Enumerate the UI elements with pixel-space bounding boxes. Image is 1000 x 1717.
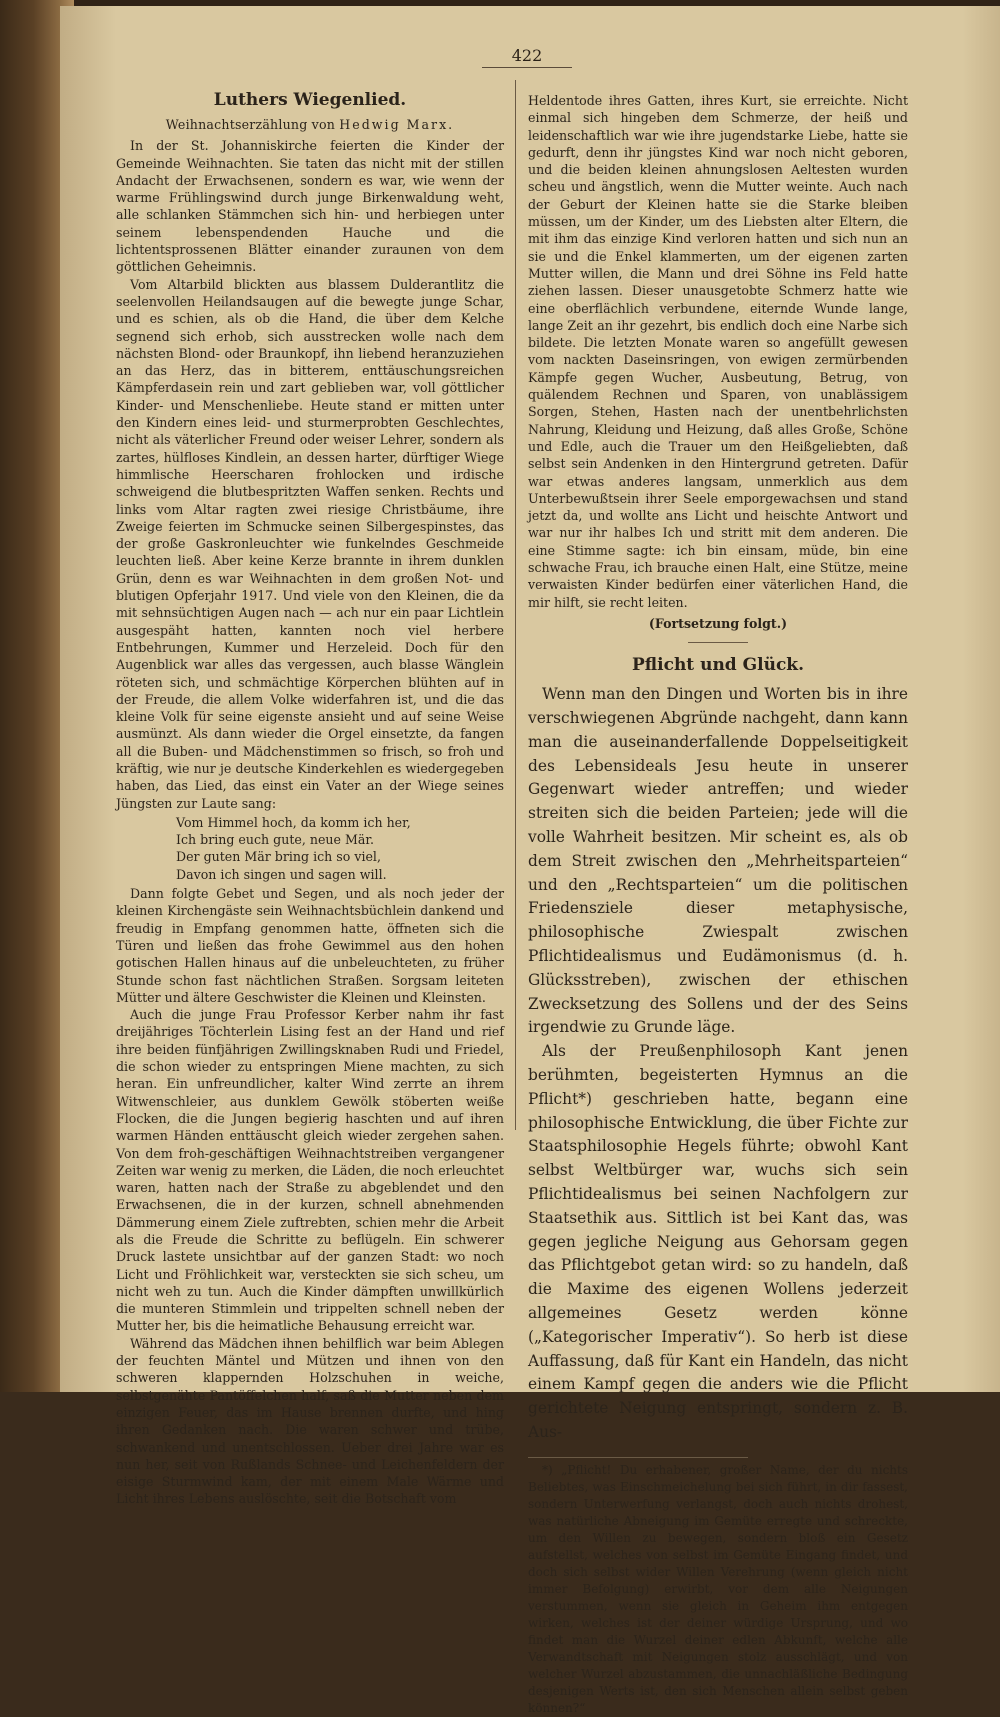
story-paragraph-2: Vom Altarbild blickten aus blassem Dulderantlitz die seelenvollen Heilandsaugen auf die bewegte junge Schar, und es schien, als ob die Hand, die über dem Kelche segnend sich erhob, sich ausstrecken wolle nach dem nächsten Blond- oder Braunkopf, ihn liebend heranzuziehen an das Herz, das in bitterem, enttäuschungsreichen Kämpferdasein rein und zart geblieben war, voll göttlicher Kinder- und Menschenliebe. Heute stand er mitten unter den Kindern eines leid- und sturmerprobten Geschlechtes, nicht als väterlicher Freund oder weiser Lehrer, sondern als zartes, hülfloses Kindlein, an dessen harter, dürftiger Wiege himmlische Heerscharen frohlocken und irdische schweigend die blutbespritzten Waffen senken. Rechts und links vom Altar ragten zwei riesige Christbäume, ihre Zweige feierten im Schmucke seinen Silbergespinstes, das der große Gaskronleuchter wie funkelndes Geschmeide leuchten ließ. Aber keine Kerze brannte in ihrem dunklen Grün, denn es war Weihnachten in dem großen Not- und blutigen Opferjahr 1917. Und viele von den Kleinen, die da mit sehnsüchtigen Augen nach — ach nur ein paar Lichtlein ausgespäht hatten, kannten noch viel herbere Entbehrungen, Kummer und Herzeleid. Doch für den Augenblick war alles das vergessen, auch blasse Wänglein röteten sich, und schmächtige Körperchen blühten auf in der Freude, die allem Volke widerfahren ist, und die das kleine Volk für seine eigenste ansieht und auf seine Weise ausmünzt. Als dann wieder die Orgel einsetzte, da fangen all die Buben- und Mädchenstimmen so frisch, so froh und kräftig, wie nur je deutsche Kinderkehlen es wiedergegeben haben, das Lied, das einst ein Vater an der Wiege seines Jüngsten zur Laute sang: [116,276,504,811]
section-separator [688,642,748,643]
footnote [528,1462,908,1717]
footnote-text: *) „Pflicht! Du erhabener, großer Name, der du nichts Beliebtes, was Einschmeichelung bei sich führt, in dir fassest, sondern Unterwerfung verlangst, doch auch nichts drohest, was natürliche Abneigung im Gemüte erregte und schreckte, um den Willen zu bewegen, sondern bloß ein Gesetz aufstellst, welches von selbst im Gemüte Eingang findet, und doch sich selbst wider Willen Verehrung (wenn gleich nicht immer Befolgung) erwirbt, vor dem alle Neigungen verstummen, wenn sie gleich in Geheim ihm entgegen wirken, welches ist der deiner würdige Ursprung, und wo findet man die Wurzel deiner edlen Abkunft, welche alle Verwandtschaft mit Neigungen stolz ausschlägt, und von welcher Wurzel abzustammen, die unnachläßliche Bedingung desjenigen Werts ist, den sich Menschen allein selbst geben können?“ [528,1462,908,1715]
page-number-rule [482,67,572,68]
poem-line: Ich bring euch gute, neue Mär. [176,832,375,848]
essay-body [528,683,908,1445]
to-be-continued: (Fortsetzung folgt.) [648,615,788,631]
poem-line: Davon ich singen und sagen will. [176,866,387,882]
story-author: Hedwig Marx. [339,117,455,132]
page-number: 422 [511,46,543,65]
footnote-rule [528,1457,748,1458]
story-continuation: Heldentode ihres Gatten, ihres Kurt, sie erreichte. Nicht einmal sich hingeben dem Schmerze, der heiß und leidenschaftlich war wie ihre jugendstarke Liebe, hatte sie gedurft, denn ihr jüngstes Kind war noch nicht geboren, und die beiden kleinen ahnungslosen Aeltesten wurden scheu und ängstlich, wenn die Mutter weinte. Auch nach der Geburt der Kleinen hatte sie die Starke bleiben müssen, um der Kinder, um des Liebsten alter Eltern, die mit ihm das einzige Kind verloren hatten und sich nun an sie und die Enkel klammerten, um der eigenen zarten Mutter willen, die Mann und drei Söhne ins Feld hatte ziehen lassen. Dieser unausgetobte Schmerz hatte wie eine oberflächlich verbundene, eiternde Wunde lange, lange Zeit an ihr gezehrt, bis endlich doch eine Narbe sich bildete. Die letzten Monate waren so angefüllt gewesen vom nackten Daseinsringen, von ewigen zermürbenden Kämpfe gegen Wucher, Ausbeutung, Betrug, von quälendem Rechnen und Sparen, von unablässigem Sorgen, Stehen, Hasten nach der unentbehrlichsten Nahrung, Kleidung und Heizung, daß alles Große, Schöne und Edle, auch die Trauer um den Heißgeliebten, daß selbst sein Andenken in den Hintergrund getreten. Dafür war etwas anderes langsam, unmerklich aus dem Unterbewußtsein ihrer Seele emporgewachsen und stand jetzt da, und wollte ans Licht und heischte Antwort und war nur ihr halbes Ich und stritt mit dem anderen. Die eine Stimme sagte: ich bin einsam, müde, bin eine schwache Frau, ich brauche einen Halt, eine Stütze, meine verwaisten Kinder bedürfen einer väterlichen Hand, die mir hilft, sie recht leiten. [528,93,908,610]
essay-paragraph-1: Wenn man den Dingen und Worten bis in ihre verschwiegenen Abgründe nachgeht, dann kann man die auseinanderfallende Doppelseitigkeit des Lebensideals Jesu heute in unserer Gegenwart wieder antreffen; und wieder streiten sich die beiden Parteien; jede will die volle Wahrheit besitzen. Mir scheint es, als ob dem Streit zwischen den „Mehrheitsparteien“ und den „Rechtsparteien“ um die politischen Friedensziele dieser metaphysische, philosophische Zwiespalt zwischen Pflichtidealismus und Eudämonismus (d. h. Glücksstreben), zwischen der ethischen Zwecksetzung des Sollens und der des Seins irgendwie zu Grunde läge. [528,685,908,1037]
byline-prefix: Weihnachtserzählung von [165,117,336,132]
story-paragraph-5: Während das Mädchen ihnen behilflich war beim Ablegen der feuchten Mäntel und Mützen und ihnen von den schweren klappernden Holzschuhen in weiche, selbstgenähte Pantöffelchen half, saß die Mutter neben dem einzigen Feuer, das im Hause brennen durfte, und hing ihren Gedanken nach. Die waren schwer und trübe, schwankend und unentschlossen. Ueber drei Jahre war es nun her, seit von Rußlands Schnee- und Leichenfeldern der eisige Sturmwind kam, der mit einem Male Wärme und Licht ihres Lebens auslöschte, seit die Botschaft vom [116,1335,504,1507]
poem-line: Vom Himmel hoch, da komm ich her, [176,814,411,830]
story-paragraph-3: Dann folgte Gebet und Segen, und als noch jeder der kleinen Kirchengäste sein Weihnachtsbüchlein dankend und freudig in Empfang genommen hatte, öffneten sich die Türen und ließen das frohe Gewimmel aus den hohen gotischen Hallen hinaus auf die unbeleuchteten, zu früher Stunde schon fast nächtlichen Straßen. Sorgsam leiteten Mütter und ältere Geschwister die Kleinen und Kleinsten. [116,886,504,1005]
right-column [528,92,908,1717]
left-column [116,88,504,1508]
story-title: Luthers Wiegenlied. [213,90,407,110]
story-byline [116,116,504,133]
column-divider [515,80,516,1130]
poem-line: Der guten Mär bring ich so viel, [176,849,381,865]
story-paragraph-4: Auch die junge Frau Professor Kerber nahm ihr fast dreijähriges Töchterlein Lising fest an der Hand und rief ihre beiden fünfjährigen Zwillingsknaben Rudi und Friedel, die schon wieder zu entspringen Miene machten, zu sich heran. Ein unfreundlicher, kalter Wind zerrte an ihrem Witwenschleier, aus dunklem Gewölk stöberten weiße Flocken, die die Jungen begierig haschten und auf ihren warmen Händen enttäuscht gleich wieder zergehen sahen. Von dem froh-geschäftigen Weihnachtstreiben vergangener Zeiten war wenig zu merken, die Läden, die noch erleuchtet waren, hatten nach der Straße zu abgeblendet und den Erwachsenen, die in der kurzen, schnell abnehmenden Dämmerung einem Ziele zuftrebten, schien mehr die Arbeit als die Freude die Schritte zu beflügeln. Ein schwerer Druck lastete unsichtbar auf der ganzen Stadt: wo noch Licht und Fröhlichkeit war, versteckten sie sich scheu, um nicht weh zu tun. Auch die Kinder dämpften unwillkürlich die munteren Stimmlein und trippelten schnell neben der Mutter her, bis die heimatliche Behausung erreicht war. [116,1007,504,1334]
essay-title: Pflicht und Glück. [632,655,804,676]
essay-paragraph-2: Als der Preußenphilosoph Kant jenen berühmten, begeisterten Hymnus an die Pflicht*) geschrieben hatte, begann eine philosophische Entwicklung, die über Fichte zur Staatsphilosophie Hegels führte; obwohl Kant selbst Weltbürger war, wuchs sich sein Pflichtidealismus bei seinen Nachfolgern zur Staatsethik aus. Sittlich ist bei Kant das, was gegen jegliche Neigung aus Gehorsam gegen das Pflichtgebot getan wird: so zu handeln, daß die Maxime des eigenen Wollens jederzeit allgemeines Gesetz werden könne („Kategorischer Imperativ“). So herb ist diese Auffassung, daß für Kant ein Handeln, das nicht einem Kampf gegen die anders wie die Pflicht gerichtete Neigung entspringt, sondern z. B. Aus- [528,1042,908,1441]
poem-verse [176,814,504,883]
story-paragraph-1: In der St. Johanniskirche feierten die Kinder der Gemeinde Weihnachten. Sie taten das nicht mit der stillen Andacht der Erwachsenen, sondern es war, wie wenn der warme Frühlingswind durch junge Birkenwaldung weht, alle schlanken Stämmchen sich hin- und herbiegen unter seinem lebenspendenden Hauche und die lichtentsprossenen Blätter einander zuraunen von dem göttlichen Geheimnis. [116,138,504,275]
